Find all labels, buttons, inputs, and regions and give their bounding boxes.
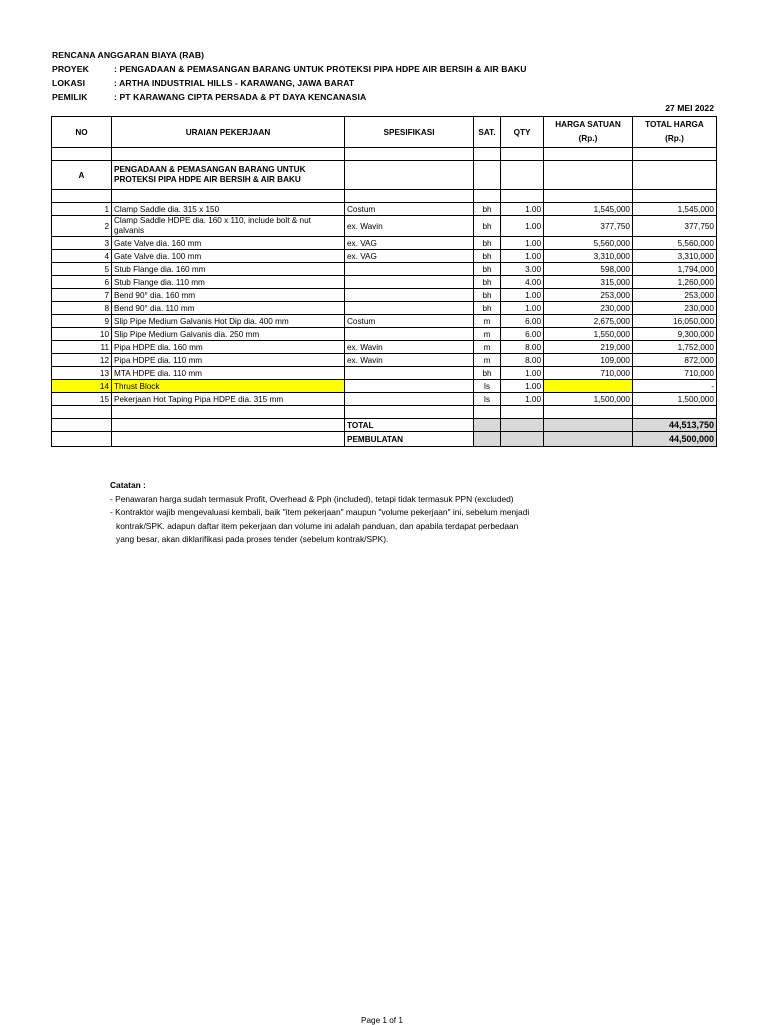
item-no: 14 bbox=[52, 380, 112, 393]
item-uraian: Bend 90° dia. 160 mm bbox=[112, 289, 345, 302]
item-no: 4 bbox=[52, 250, 112, 263]
item-total-harga: 1,752,000 bbox=[633, 341, 717, 354]
item-harga-satuan: 315,000 bbox=[544, 276, 633, 289]
page-footer: Page 1 of 1 bbox=[361, 1016, 403, 1025]
document-date: 27 MEI 2022 bbox=[665, 103, 714, 113]
table-row bbox=[52, 315, 717, 328]
total-label: TOTAL bbox=[345, 419, 474, 432]
header-value: : ARTHA INDUSTRIAL HILLS - KARAWANG, JAWA BARAT bbox=[114, 78, 355, 88]
item-spesifikasi: ex. VAG bbox=[345, 237, 474, 250]
header-key: LOKASI bbox=[52, 78, 86, 88]
header-value: : PT KARAWANG CIPTA PERSADA & PT DAYA KENCANASIA bbox=[114, 92, 367, 102]
item-total-harga: 872,000 bbox=[633, 354, 717, 367]
table-row bbox=[52, 354, 717, 367]
col-header-line: HARGA SATUAN bbox=[555, 120, 621, 129]
col-header-line: TOTAL HARGA bbox=[645, 120, 704, 129]
item-no: 2 bbox=[52, 216, 112, 237]
item-total-harga: 377,750 bbox=[633, 216, 717, 237]
item-no: 15 bbox=[52, 393, 112, 406]
item-sat: bh bbox=[474, 250, 501, 263]
table-row bbox=[52, 289, 717, 302]
item-no: 9 bbox=[52, 315, 112, 328]
item-qty: 1.00 bbox=[501, 250, 544, 263]
notes-line: - Penawaran harga sudah termasuk Profit, Overhead & Pph (included), tetapi tidak termasuk PPN (excluded) bbox=[110, 493, 514, 504]
item-qty: 1.00 bbox=[501, 289, 544, 302]
item-harga-satuan: 1,500,000 bbox=[544, 393, 633, 406]
item-harga-satuan: 109,000 bbox=[544, 354, 633, 367]
rab-table bbox=[51, 116, 717, 447]
item-total-harga: 1,794,000 bbox=[633, 263, 717, 276]
item-harga-satuan: 710,000 bbox=[544, 367, 633, 380]
item-harga-satuan: 1,545,000 bbox=[544, 203, 633, 216]
item-qty: 4.00 bbox=[501, 276, 544, 289]
item-harga-satuan: 230,000 bbox=[544, 302, 633, 315]
item-sat: ls bbox=[474, 393, 501, 406]
item-harga-satuan: 253,000 bbox=[544, 289, 633, 302]
col-header-no: NO bbox=[52, 117, 112, 148]
table-row bbox=[52, 263, 717, 276]
item-total-harga: 1,545,000 bbox=[633, 203, 717, 216]
item-harga-satuan: 3,310,000 bbox=[544, 250, 633, 263]
item-qty: 8.00 bbox=[501, 354, 544, 367]
item-uraian: Thrust Block bbox=[112, 380, 345, 393]
notes-title: Catatan : bbox=[110, 480, 146, 490]
item-qty: 1.00 bbox=[501, 216, 544, 237]
item-uraian: Gate Valve dia. 100 mm bbox=[112, 250, 345, 263]
item-spesifikasi: ex. Wavin bbox=[345, 354, 474, 367]
item-spesifikasi: ex. Wavin bbox=[345, 216, 474, 237]
item-sat: m bbox=[474, 328, 501, 341]
item-uraian: Pipa HDPE dia. 110 mm bbox=[112, 354, 345, 367]
spacer-row bbox=[52, 148, 717, 161]
item-qty: 1.00 bbox=[501, 367, 544, 380]
item-harga-satuan bbox=[544, 380, 633, 393]
notes-line: - Kontraktor wajib mengevaluasi kembali, baik "item pekerjaan" maupun "volume pekerjaan" ini, sebelum menjadi bbox=[110, 507, 530, 518]
col-header-line: (Rp.) bbox=[665, 134, 684, 143]
item-no: 5 bbox=[52, 263, 112, 276]
item-sat: bh bbox=[474, 276, 501, 289]
item-uraian: Clamp Saddle dia. 315 x 150 bbox=[112, 203, 345, 216]
item-harga-satuan: 2,675,000 bbox=[544, 315, 633, 328]
item-sat: bh bbox=[474, 203, 501, 216]
pembulatan-value: 44,500,000 bbox=[633, 432, 717, 447]
item-uraian: Stub Flange dia. 110 mm bbox=[112, 276, 345, 289]
item-uraian: Clamp Saddle HDPE dia. 160 x 110, include bolt & nut galvanis bbox=[112, 216, 345, 237]
document-title: RENCANA ANGGARAN BIAYA (RAB) bbox=[52, 50, 205, 60]
section-title: PENGADAAN & PEMASANGAN BARANG UNTUK PROTEKSI PIPA HDPE AIR BERSIH & AIR BAKU bbox=[112, 161, 345, 190]
item-qty: 8.00 bbox=[501, 341, 544, 354]
item-no: 10 bbox=[52, 328, 112, 341]
item-spesifikasi: ex. Wavin bbox=[345, 341, 474, 354]
item-spesifikasi: ex. VAG bbox=[345, 250, 474, 263]
item-uraian: Bend 90° dia. 110 mm bbox=[112, 302, 345, 315]
table-row bbox=[52, 276, 717, 289]
item-uraian: Stub Flange dia. 160 mm bbox=[112, 263, 345, 276]
item-harga-satuan: 219,000 bbox=[544, 341, 633, 354]
spacer-row bbox=[52, 190, 717, 203]
item-qty: 3.00 bbox=[501, 263, 544, 276]
col-header-qty: QTY bbox=[501, 117, 544, 148]
item-qty: 1.00 bbox=[501, 237, 544, 250]
notes bbox=[110, 479, 529, 547]
header-value: : PENGADAAN & PEMASANGAN BARANG UNTUK PROTEKSI PIPA HDPE AIR BERSIH & AIR BAKU bbox=[114, 64, 527, 74]
section-code: A bbox=[52, 161, 112, 190]
item-sat: bh bbox=[474, 237, 501, 250]
item-harga-satuan: 5,560,000 bbox=[544, 237, 633, 250]
item-sat: ls bbox=[474, 380, 501, 393]
item-no: 1 bbox=[52, 203, 112, 216]
table-row bbox=[52, 216, 717, 237]
table-row bbox=[52, 302, 717, 315]
spacer-row bbox=[52, 406, 717, 419]
item-spesifikasi bbox=[345, 289, 474, 302]
item-sat: m bbox=[474, 341, 501, 354]
table-row bbox=[52, 250, 717, 263]
item-total-harga: 1,260,000 bbox=[633, 276, 717, 289]
item-total-harga: 16,050,000 bbox=[633, 315, 717, 328]
item-spesifikasi bbox=[345, 393, 474, 406]
item-sat: bh bbox=[474, 263, 501, 276]
item-harga-satuan: 377,750 bbox=[544, 216, 633, 237]
pembulatan-row bbox=[52, 432, 717, 447]
item-spesifikasi bbox=[345, 302, 474, 315]
item-sat: bh bbox=[474, 216, 501, 237]
col-header-harga-satuan bbox=[544, 117, 633, 148]
table-row bbox=[52, 393, 717, 406]
table-row bbox=[52, 380, 717, 393]
item-qty: 1.00 bbox=[501, 203, 544, 216]
item-qty: 1.00 bbox=[501, 393, 544, 406]
item-spesifikasi bbox=[345, 263, 474, 276]
item-spesifikasi: Costum bbox=[345, 315, 474, 328]
item-uraian: Gate Valve dia. 160 mm bbox=[112, 237, 345, 250]
table-header-row bbox=[52, 117, 717, 148]
item-harga-satuan: 1,550,000 bbox=[544, 328, 633, 341]
item-total-harga: 9,300,000 bbox=[633, 328, 717, 341]
table-row bbox=[52, 237, 717, 250]
total-row bbox=[52, 419, 717, 432]
header-proyek bbox=[52, 64, 527, 74]
item-no: 6 bbox=[52, 276, 112, 289]
item-spesifikasi bbox=[345, 367, 474, 380]
item-sat: m bbox=[474, 315, 501, 328]
notes-line: kontrak/SPK. adapun daftar item pekerjaan dan volume ini adalah panduan, dan apabila terdapat perbedaan bbox=[116, 520, 519, 531]
item-spesifikasi bbox=[345, 276, 474, 289]
item-total-harga: 3,310,000 bbox=[633, 250, 717, 263]
item-total-harga: 253,000 bbox=[633, 289, 717, 302]
item-uraian: Slip Pipe Medium Galvanis dia. 250 mm bbox=[112, 328, 345, 341]
item-harga-satuan: 598,000 bbox=[544, 263, 633, 276]
table-row bbox=[52, 203, 717, 216]
item-qty: 1.00 bbox=[501, 380, 544, 393]
table-row bbox=[52, 328, 717, 341]
header-lokasi bbox=[52, 78, 354, 88]
table-row bbox=[52, 341, 717, 354]
section-row bbox=[52, 161, 717, 190]
item-uraian: MTA HDPE dia. 110 mm bbox=[112, 367, 345, 380]
item-no: 8 bbox=[52, 302, 112, 315]
item-sat: bh bbox=[474, 289, 501, 302]
item-qty: 1.00 bbox=[501, 302, 544, 315]
item-no: 13 bbox=[52, 367, 112, 380]
item-spesifikasi: Costum bbox=[345, 203, 474, 216]
col-header-line: (Rp.) bbox=[578, 134, 598, 143]
item-sat: m bbox=[474, 354, 501, 367]
item-uraian: Pipa HDPE dia. 160 mm bbox=[112, 341, 345, 354]
header-pemilik bbox=[52, 92, 366, 102]
item-no: 7 bbox=[52, 289, 112, 302]
col-header-uraian: URAIAN PEKERJAAN bbox=[112, 117, 345, 148]
item-spesifikasi bbox=[345, 328, 474, 341]
pembulatan-label: PEMBULATAN bbox=[345, 432, 474, 447]
item-no: 3 bbox=[52, 237, 112, 250]
item-total-harga: 710,000 bbox=[633, 367, 717, 380]
item-uraian: Slip Pipe Medium Galvanis Hot Dip dia. 400 mm bbox=[112, 315, 345, 328]
item-no: 12 bbox=[52, 354, 112, 367]
item-no: 11 bbox=[52, 341, 112, 354]
col-header-spesifikasi: SPESIFIKASI bbox=[345, 117, 474, 148]
header-key: PEMILIK bbox=[52, 92, 88, 102]
table-row bbox=[52, 367, 717, 380]
item-total-harga: - bbox=[633, 380, 717, 393]
item-total-harga: 230,000 bbox=[633, 302, 717, 315]
item-uraian: Pekerjaan Hot Taping Pipa HDPE dia. 315 mm bbox=[112, 393, 345, 406]
item-qty: 6.00 bbox=[501, 315, 544, 328]
item-spesifikasi bbox=[345, 380, 474, 393]
total-value: 44,513,750 bbox=[633, 419, 717, 432]
item-total-harga: 5,560,000 bbox=[633, 237, 717, 250]
header-key: PROYEK bbox=[52, 64, 89, 74]
col-header-total-harga bbox=[633, 117, 717, 148]
col-header-sat: SAT. bbox=[474, 117, 501, 148]
notes-line: yang besar, akan diklarifikasi pada proses tender (sebelum kontrak/SPK). bbox=[116, 534, 389, 545]
item-qty: 6.00 bbox=[501, 328, 544, 341]
item-sat: bh bbox=[474, 367, 501, 380]
item-sat: bh bbox=[474, 302, 501, 315]
item-total-harga: 1,500,000 bbox=[633, 393, 717, 406]
